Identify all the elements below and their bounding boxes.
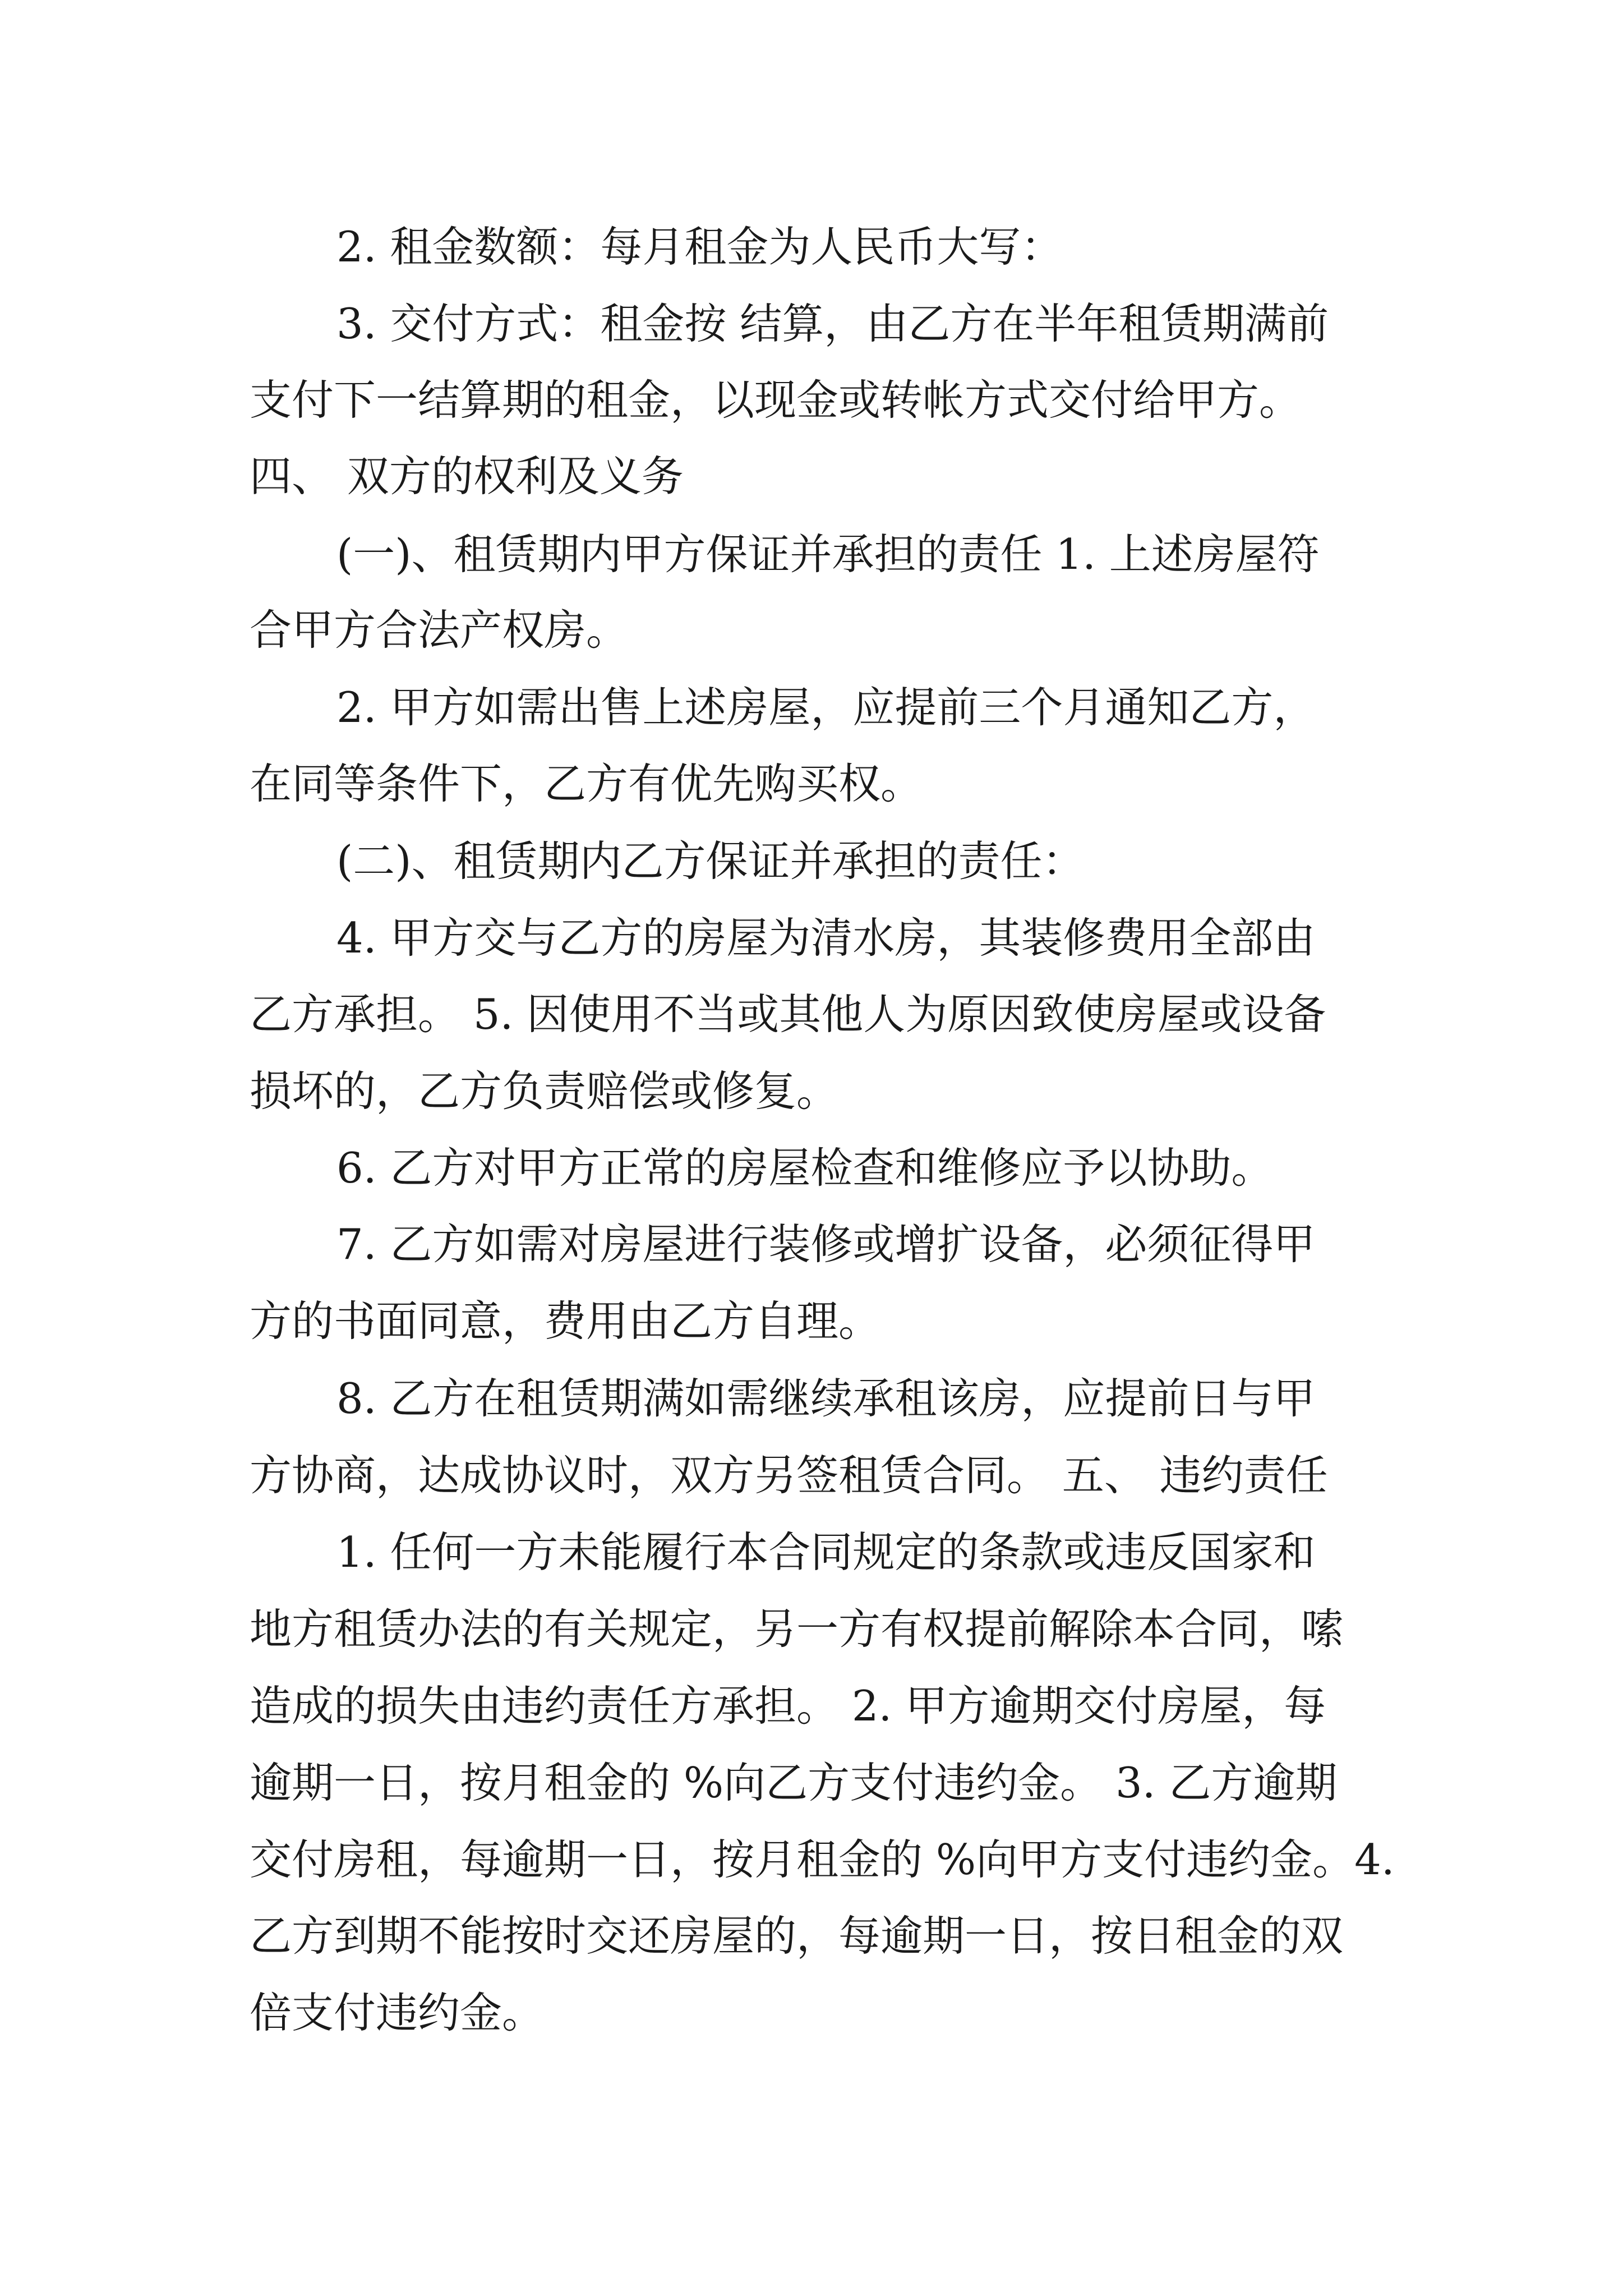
text-line-renewal: 8. 乙方在租赁期满如需继续承租该房，应提前日与甲 (336, 1374, 1316, 1423)
text-line-breach-terms: 1. 任何一方未能履行本合同规定的条款或违反国家和 (336, 1527, 1316, 1577)
text-line-renovation-consent: 7. 乙方如需对房屋进行装修或增扩设备，必须征得甲 (336, 1220, 1316, 1269)
text-line: 方的书面同意，费用由乙方自理。 (250, 1296, 881, 1346)
text-line: 合甲方合法产权房。 (250, 605, 629, 655)
text-line-rent-amount: 2. 租金数额：每月租金为人民币大写： (336, 222, 1063, 272)
text-line-inspection: 6. 乙方对甲方正常的房屋检查和维修应予以协助。 (336, 1143, 1274, 1193)
text-line-renovation-cost: 4. 甲方交与乙方的房屋为清水房，其装修费用全部由 (336, 913, 1316, 963)
text-line: 支付下一结算期的租金，以现金或转帐方式交付给甲方。 (250, 375, 1302, 425)
text-line: 乙方到期不能按时交还房屋的，每逾期一日，按日租金的双 (250, 1911, 1344, 1961)
text-line: 造成的损失由违约责任方承担。 2. 甲方逾期交付房屋，每 (250, 1681, 1326, 1731)
text-line-sale-notice: 2. 甲方如需出售上述房屋，应提前三个月通知乙方， (336, 683, 1316, 732)
text-line: 逾期一日，按月租金的 %向乙方支付违约金。 3. 乙方逾期 (250, 1758, 1338, 1807)
text-line-breach-heading: 方协商，达成协议时，双方另签租赁合同。 五、 违约责任 (250, 1451, 1328, 1500)
text-line: 乙方承担。 5. 因使用不当或其他人为原因致使房屋或设备 (250, 990, 1326, 1039)
text-line-party-b-duties: (二)、租赁期内乙方保证并承担的责任： (336, 836, 1085, 886)
section-heading-rights-obligations: 四、 双方的权利及义务 (250, 452, 684, 501)
text-line: 倍支付违约金。 (250, 1988, 545, 2037)
text-line: 在同等条件下，乙方有优先购买权。 (250, 759, 923, 808)
text-line-payment-method: 3. 交付方式：租金按 结算，由乙方在半年租赁期满前 (336, 299, 1329, 348)
text-line: 损坏的，乙方负责赔偿或修复。 (250, 1066, 839, 1116)
text-line-party-a-duties: (一)、租赁期内甲方保证并承担的责任 1. 上述房屋符 (336, 530, 1320, 579)
text-line: 交付房租，每逾期一日，按月租金的 %向甲方支付违约金。4. (250, 1835, 1395, 1884)
text-line: 地方租赁办法的有关规定，另一方有权提前解除本合同，嗦 (250, 1604, 1344, 1654)
